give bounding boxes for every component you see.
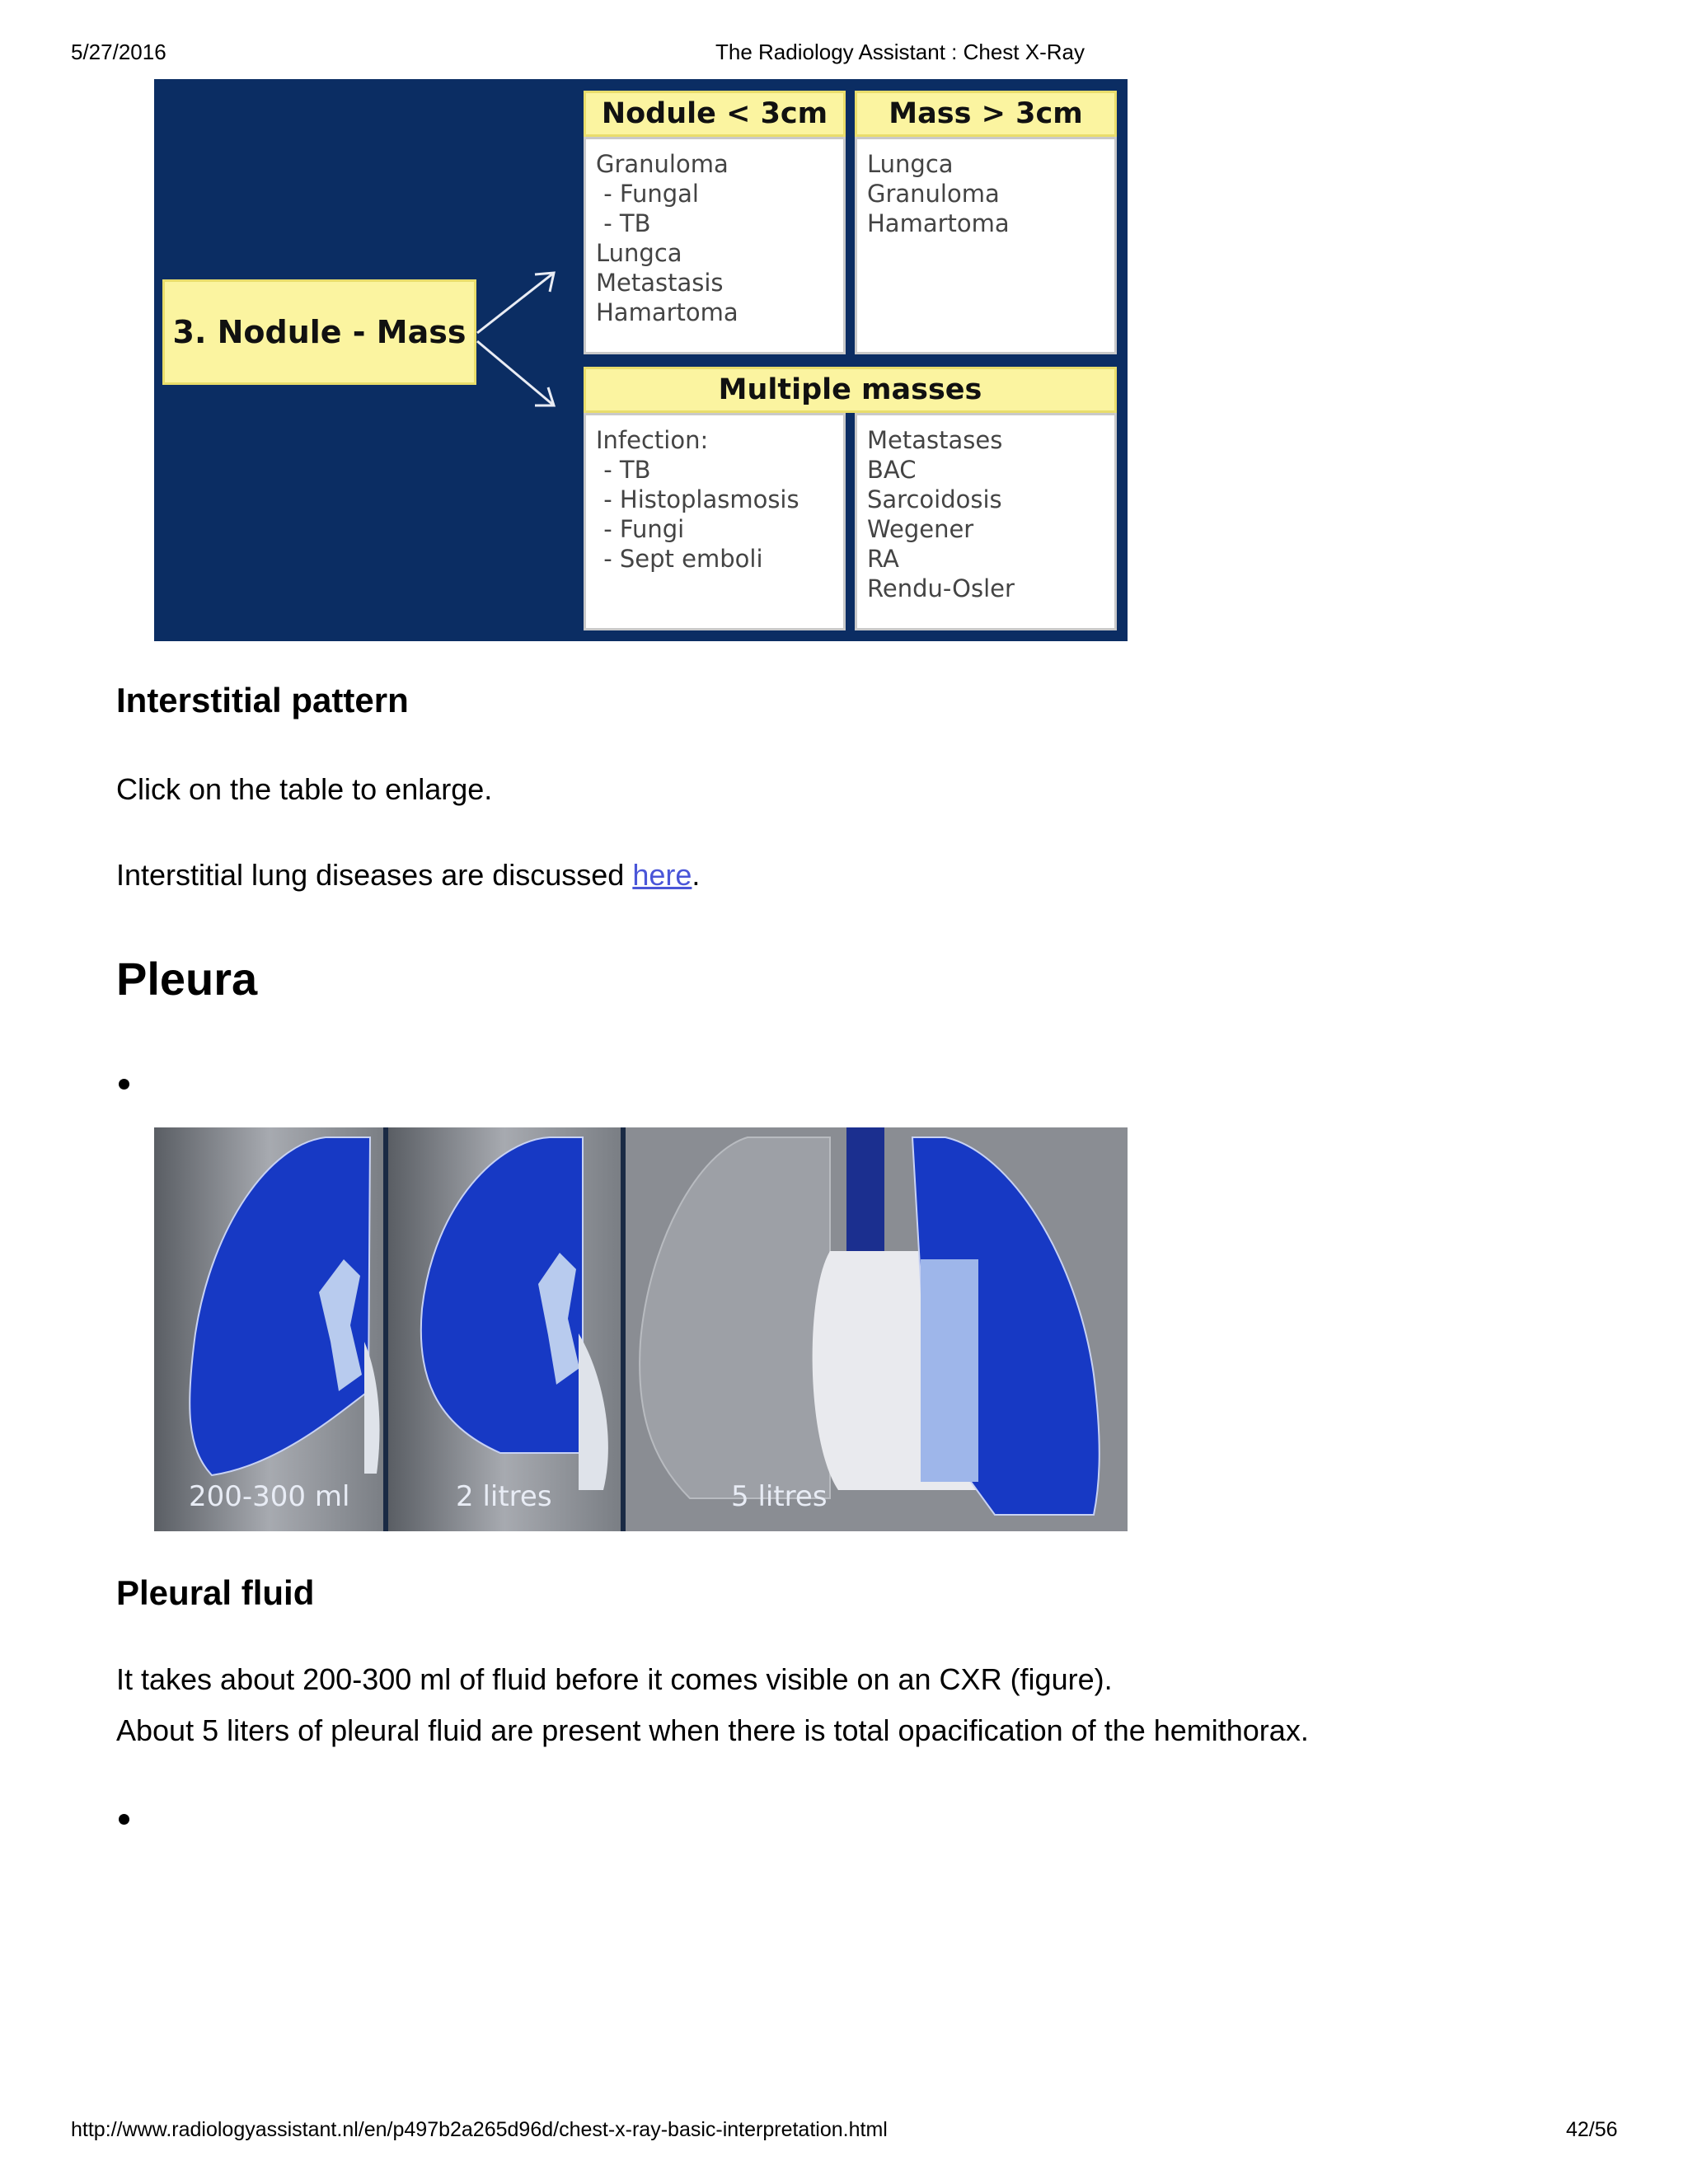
print-date: 5/27/2016: [71, 40, 166, 64]
pleural-fluid-illustration: [154, 1127, 1128, 1531]
bullet: [119, 1814, 129, 1825]
interstitial-text-2: [116, 858, 700, 893]
interstitial-text-prefix: Interstitial lung diseases are discussed: [116, 858, 633, 892]
caption-2-litres: 2 litres: [456, 1480, 552, 1513]
mass-header: Mass > 3cm: [855, 91, 1117, 137]
interstitial-text-suffix: .: [692, 858, 701, 892]
pleural-fluid-text-2: About 5 liters of pleural fluid are present when there is total opacification of the hemithorax.: [116, 1713, 1309, 1747]
pleural-fluid-figure: [154, 1127, 1128, 1531]
caption-200-300ml: 200-300 ml: [189, 1480, 350, 1513]
pleura-heading: Pleura: [116, 953, 258, 1005]
nodule-mass-label: 3. Nodule - Mass: [162, 279, 476, 385]
bullet: [119, 1079, 129, 1090]
multiple-masses-header: Multiple masses: [584, 367, 1117, 413]
interstitial-heading: Interstitial pattern: [116, 681, 409, 719]
pleural-fluid-text-1: It takes about 200-300 ml of fluid before it comes visible on an CXR (figure).: [116, 1662, 1113, 1696]
print-page-title: The Radiology Assistant : Chest X-Ray: [715, 40, 1085, 64]
here-link[interactable]: here: [632, 858, 692, 892]
print-url: http://www.radiologyassistant.nl/en/p497b2a265d96d/chest-x-ray-basic-interpretation.html: [71, 2118, 888, 2141]
pleural-fluid-heading: Pleural fluid: [116, 1573, 315, 1612]
multiple-masses-right-list: Metastases BAC Sarcoidosis Wegener RA Rendu-Osler: [855, 413, 1117, 630]
multiple-masses-left-list: Infection: - TB - Histoplasmosis - Fungi - Sept emboli: [584, 413, 846, 630]
page-number: 42/56: [1566, 2118, 1618, 2141]
nodule-header: Nodule < 3cm: [584, 91, 846, 137]
nodule-list: Granuloma - Fungal - TB Lungca Metastasis Hamartoma: [584, 137, 846, 354]
caption-5-litres: 5 litres: [731, 1480, 828, 1513]
mass-list: Lungca Granuloma Hamartoma: [855, 137, 1117, 354]
nodule-mass-figure[interactable]: [154, 79, 1128, 641]
interstitial-text-1: Click on the table to enlarge.: [116, 772, 493, 806]
